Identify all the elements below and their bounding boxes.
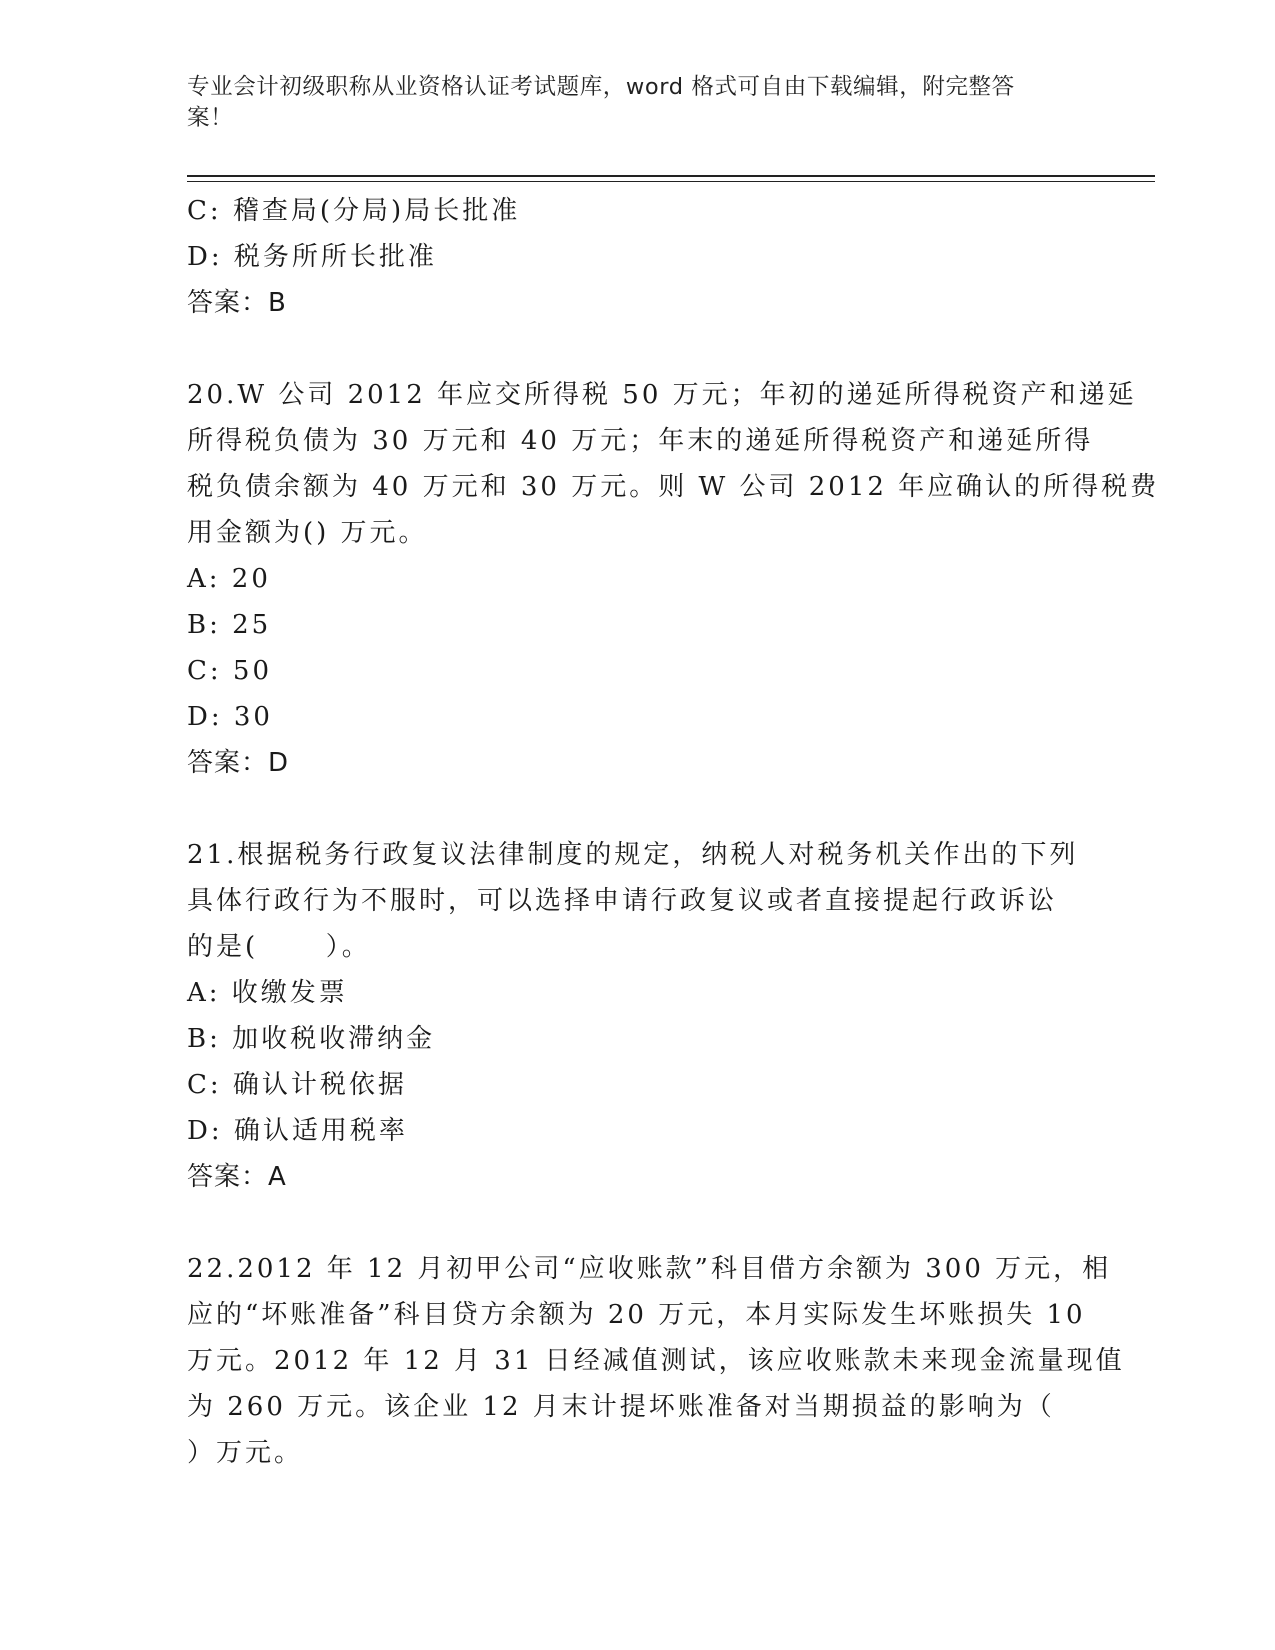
question-text: 用金额为() 万元。 [187,518,428,548]
header-line: 专业会计初级职称从业资格认证考试题库，word 格式可自由下载编辑，附完整答 [187,74,1015,100]
option-c: C: 50 [187,656,273,686]
question-text: 20.W 公司 2012 年应交所得税 50 万元；年初的递延所得税资产和递延 [187,380,1137,410]
question-text: 21.根据税务行政复议法律制度的规定，纳税人对税务机关作出的下列 [187,840,1079,870]
header-divider [187,175,1155,177]
answer-line: 答案：A [187,1162,287,1192]
option-c: C: 确认计税依据 [187,1070,407,1100]
answer-line: 答案：D [187,748,290,778]
option-d: D: 税务所所长批准 [187,242,437,272]
question-text: 应的“坏账准备”科目贷方余额为 20 万元，本月实际发生坏账损失 10 [187,1300,1086,1330]
header-divider-thin [187,181,1155,182]
previous-question-tail [187,188,1087,326]
page-header [187,72,1077,134]
spacer [187,1200,1087,1246]
question-content [187,188,1160,1476]
question-text: 为 260 万元。该企业 12 月末计提坏账准备对当期损益的影响为（ [187,1392,1055,1422]
question-text: 的是( ）。 [187,932,371,962]
question-20 [187,372,1160,786]
question-21 [187,832,1087,1200]
spacer [187,786,1087,832]
option-b: B: 25 [187,610,272,640]
header-line: 案！ [187,105,234,131]
question-text: ）万元。 [187,1438,304,1468]
question-text: 所得税负债为 30 万元和 40 万元；年末的递延所得税资产和递延所得 [187,426,1094,456]
spacer [187,326,1087,372]
option-d: D: 30 [187,702,273,732]
answer-line: 答案：B [187,288,287,318]
option-c: C: 稽查局(分局)局长批准 [187,196,521,226]
option-a: A: 收缴发票 [187,978,348,1008]
option-a: A: 20 [187,564,271,594]
question-text: 万元。2012 年 12 月 31 日经减值测试，该应收账款未来现金流量现值 [187,1346,1125,1376]
question-text: 税负债余额为 40 万元和 30 万元。则 W 公司 2012 年应确认的所得税费 [187,472,1160,502]
question-22 [187,1246,1125,1476]
question-text: 具体行政行为不服时，可以选择申请行政复议或者直接提起行政诉讼 [187,886,1058,916]
option-b: B: 加收税收滞纳金 [187,1024,436,1054]
question-text: 22.2012 年 12 月初甲公司“应收账款”科目借方余额为 300 万元，相 [187,1254,1112,1284]
option-d: D: 确认适用税率 [187,1116,408,1146]
